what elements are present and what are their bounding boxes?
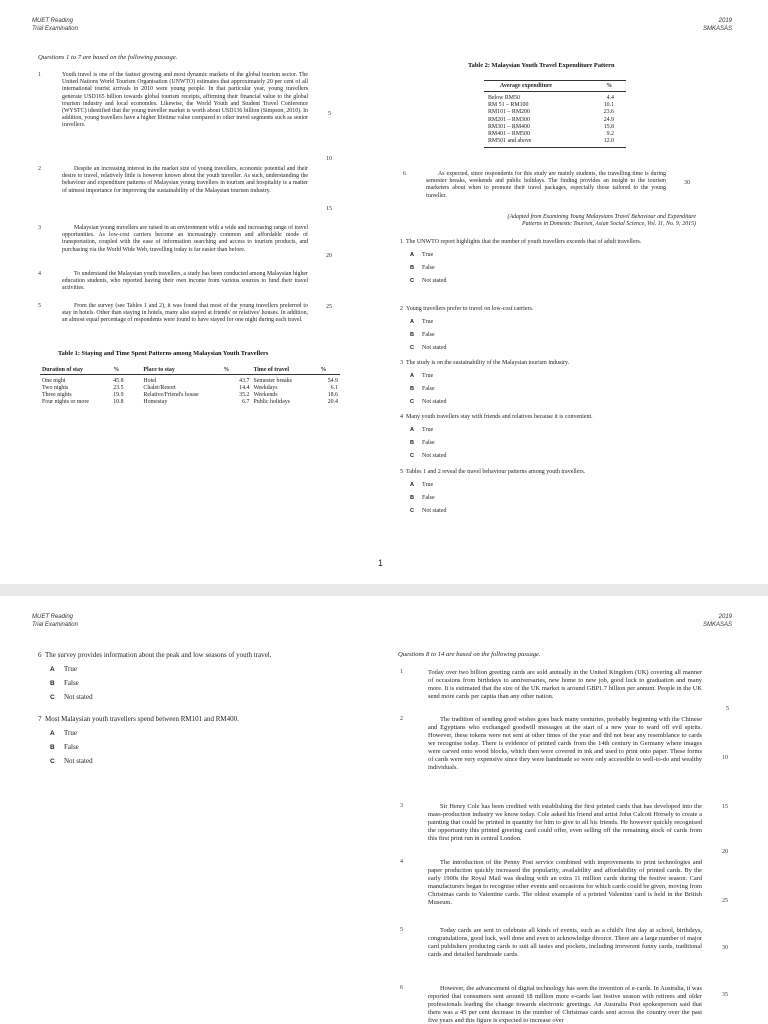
answer-option[interactable]: [400, 495, 696, 503]
question-number: 1: [400, 239, 403, 245]
table-cell: Public holidays: [253, 399, 290, 405]
line-number: 10: [722, 755, 728, 761]
table-cell: RM401 – RM500: [488, 131, 530, 138]
option-text: True: [422, 373, 434, 379]
answer-option[interactable]: [38, 693, 358, 702]
passage-paragraph: However, the advancement of digital technology has seen the invention of e-cards. In Australia, it was reported that consumers sent around 18 million more e-cards last festive season with retirees and older professionals leading the change towards electronic greetings. An Australia Post spokesperson said that there was a 45 per cent decrease in the number of Christmas cards sent across the country over the past five years and this figure is expected to increase over: [428, 985, 702, 1024]
table-cell: RM201 – RM300: [488, 116, 530, 123]
header-subject: MUET Reading: [32, 614, 74, 620]
table-row: [40, 392, 340, 399]
table-cell: 20.4: [327, 399, 338, 405]
line-number: 15: [722, 804, 728, 810]
source-line: Patterns in Domestic Tourism, Asian Social Science, Vol. 11, No. 9; 2015): [522, 221, 696, 227]
answer-option[interactable]: [400, 319, 696, 327]
option-letter: B: [410, 332, 415, 338]
option-letter: B: [410, 265, 415, 271]
option-letter: A: [410, 252, 415, 258]
question-number: 4: [400, 414, 403, 420]
question-6: [38, 651, 358, 702]
page-header-left: [32, 18, 78, 33]
option-letter: A: [410, 427, 415, 433]
line-number: 5: [726, 706, 729, 712]
option-letter: C: [410, 345, 415, 351]
answer-option[interactable]: [400, 252, 696, 260]
passage-paragraph: Today over two billion greeting cards are sold annually in the United Kingdom (UK) covering all manner of occasions from birthdays to anniversaries, new home to new job, good luck to graduation and many more. It is estimated that the size of the UK market is around GBP1.7 billion per annum. People in the UK send more cards per capita than any other nation.: [428, 669, 702, 700]
table-cell: 10.1: [603, 102, 614, 109]
line-number: 30: [684, 180, 690, 186]
line-number: 20: [722, 849, 728, 855]
question-stem: [400, 414, 696, 422]
line-number: 25: [326, 304, 332, 310]
table-header-row: [40, 366, 340, 375]
table-header-row: [484, 81, 626, 92]
paragraph-number: 1: [38, 72, 41, 78]
answer-option[interactable]: [400, 399, 696, 407]
answer-option[interactable]: [400, 427, 696, 435]
passage-paragraph: Sir Henry Cole has been credited with establishing the first printed cards that has developed into the mass-production industry we know today. Cole asked his friend and artist John Calcott Horsely to create a painting that could be printed in quantity for him to give to all his friends. He however quickly recognised the opportunity this printed greeting card could offer, even selling off the remaining stock of cards from this first print run in central London.: [428, 803, 702, 842]
table-header-cell: %: [590, 81, 626, 92]
table-row: [484, 117, 626, 124]
answer-option[interactable]: [400, 373, 696, 381]
option-letter: C: [50, 694, 55, 701]
answer-option[interactable]: [400, 278, 696, 286]
paragraph-number: 2: [400, 716, 403, 722]
table-header-cell: %: [221, 366, 251, 375]
table-cell: 4.4: [606, 95, 614, 101]
option-letter: B: [50, 744, 55, 751]
question-text: Many youth travellers stay with friends and relatives because it is convenient.: [406, 414, 593, 420]
passage-intro: Questions 1 to 7 are based on the following passage.: [38, 54, 178, 61]
table-cell: 43.7: [239, 378, 250, 384]
question-5: [400, 469, 696, 516]
paragraph-number: 3: [400, 803, 403, 809]
answer-option[interactable]: [400, 453, 696, 461]
option-text: True: [64, 665, 77, 673]
table-row: [484, 131, 626, 138]
paragraph-number: 6: [403, 171, 406, 177]
option-text: Not stated: [64, 757, 93, 765]
question-number: 7: [38, 715, 42, 723]
passage-paragraph: The introduction of the Penny Post service combined with improvements to print technologies and paper production quickly increased the popularity, availability and affordability of printed cards. By the early 1900s the Royal Mail was dealing with an extra 11 million cards during the festive season. Card manufacturers began to recognise other events and occasions for which cards could be given, moving from Christmas cards to Valentine cards. The oldest example of a printed Valentine card is held in the British Museum.: [428, 859, 702, 906]
table-cell: Three nights: [42, 392, 72, 398]
table-cell: Relative/Friend's house: [143, 392, 199, 398]
question-text: Tables 1 and 2 reveal the travel behaviour patterns among youth travellers.: [406, 469, 586, 475]
header-subject: MUET Reading: [32, 18, 74, 24]
option-letter: B: [410, 440, 415, 446]
page-header-right: [703, 614, 732, 629]
table-row: [40, 385, 340, 392]
option-text: True: [422, 319, 434, 325]
answer-option[interactable]: [400, 508, 696, 516]
option-letter: C: [410, 453, 415, 459]
table-header-cell: %: [111, 366, 141, 375]
table-header-cell: %: [318, 366, 340, 375]
table-cell: Weekends: [253, 392, 278, 398]
answer-option[interactable]: [38, 679, 358, 688]
page-header-right: [703, 18, 732, 33]
page-number: 1: [378, 558, 384, 568]
answer-option[interactable]: [400, 265, 696, 273]
paragraph-number: 5: [38, 303, 41, 309]
option-text: Not stated: [64, 693, 93, 701]
table-cell: 9.2: [606, 131, 614, 138]
question-text: Most Malaysian youth travellers spend between RM101 and RM400.: [45, 715, 239, 723]
table-cell: RM301 – RM400: [488, 123, 530, 130]
option-text: False: [64, 679, 79, 687]
table-row: [484, 92, 626, 103]
question-number: 5: [400, 469, 403, 475]
answer-option[interactable]: [38, 743, 358, 752]
line-number: 35: [722, 992, 728, 998]
table-cell: Four nights or more: [42, 399, 89, 405]
table-2: [484, 80, 626, 148]
option-text: False: [422, 265, 435, 271]
table-cell: Weekdays: [253, 385, 278, 391]
passage-paragraph: From the survey (see Tables 1 and 2), it was found that most of the young travellers preferred to stay in hotels. Other than staying in hotels, many also stayed at friends' or relatives' houses. In addition, an almost equal percentage of respondents were found to have stayed for one night during each travel.: [62, 303, 308, 324]
table-row: [40, 375, 340, 386]
passage-paragraph: Malaysian young travellers are raised in an environment with a wide and increasing range of travel opportunities. As low-cost carriers become an increasingly common and affordable mode of transportation, coupled with the ease of information searching and access to tourism products, and purchasing via the World Wide Web, travelling today is far easier than before.: [62, 225, 308, 253]
table-cell: 18.6: [327, 392, 338, 398]
passage-paragraph: The tradition of sending good wishes goes back many centuries, probably beginning with the Chinese and Egyptians who exchanged goodwill messages at the start of a new year to ward off evil spirits. However, these tokens were not sent at other times of the year and did not bear any resemblance to cards we recognise today. There is evidence of printed cards from the 14th century in Germany where images were carved onto wood blocks, which then were covered in ink and used to print onto paper. These forms of cards were very expensive since they were handmade so were only accessible to well-to-do and wealthy individuals.: [428, 716, 702, 771]
table-cell: Semester breaks: [253, 378, 292, 384]
question-2: [400, 306, 696, 353]
question-3: [400, 360, 696, 407]
table-cell: Hotel: [143, 378, 157, 384]
passage-paragraph: To understand the Malaysian youth travellers, a study has been conducted among Malaysian higher education students, who reported having their own income from various sources to fund their travel activities.: [62, 271, 308, 292]
table-1-title: Table 1: Staying and Time Spent Patterns among Malaysian Youth Travellers: [58, 350, 269, 357]
header-school: SMKASAS: [702, 621, 732, 628]
option-text: True: [64, 729, 77, 737]
table-1: [40, 366, 340, 406]
answer-option[interactable]: [400, 332, 696, 340]
option-text: False: [422, 332, 435, 338]
answer-option[interactable]: [38, 757, 358, 766]
header-school: SMKASAS: [702, 25, 732, 32]
table-cell: Homestay: [143, 399, 168, 405]
table-cell: Below RM50: [488, 95, 520, 101]
question-stem: [400, 360, 696, 368]
option-letter: C: [410, 508, 415, 514]
line-number: 5: [328, 111, 331, 117]
option-text: False: [422, 440, 435, 446]
table-cell: 14.4: [239, 385, 250, 391]
option-letter: B: [410, 386, 415, 392]
paragraph-number: 5: [400, 927, 403, 933]
question-number: 6: [38, 651, 42, 659]
passage-paragraph: Today cards are sent to celebrate all kinds of events, such as a child's first day at school, birthdays, congratulations, good luck, well done and even to acknowledge divorce. There are a large number of major card publishers producing cards to suit all tastes and pockets, including irreverent funny cards, traditional cards and detailed handmade cards.: [428, 927, 702, 958]
question-stem: [38, 651, 358, 660]
answer-option[interactable]: [400, 386, 696, 394]
line-number: 10: [326, 156, 332, 162]
question-number: 2: [400, 306, 403, 312]
table-cell: 45.8: [113, 378, 124, 384]
table-cell: 19.9: [113, 392, 124, 398]
passage-intro: Questions 8 to 14 are based on the following passage.: [398, 651, 541, 658]
question-7: [38, 715, 358, 766]
option-text: Not stated: [422, 508, 447, 514]
table-cell: 6.7: [242, 399, 250, 405]
exam-page-2: [0, 596, 768, 1024]
table-row: [484, 124, 626, 131]
option-text: True: [422, 482, 434, 488]
option-letter: B: [410, 495, 415, 501]
table-cell: 12.0: [590, 138, 626, 148]
table-header-cell: Time of travel: [251, 366, 318, 375]
paragraph-number: 1: [400, 669, 403, 675]
paragraph-number: 4: [400, 859, 403, 865]
option-text: False: [64, 743, 79, 751]
table-row: [484, 109, 626, 116]
line-number: 20: [326, 253, 332, 259]
table-cell: 6.1: [330, 385, 338, 391]
header-exam-type: Trial Examination: [32, 25, 78, 32]
source-citation: [408, 214, 696, 228]
option-letter: C: [410, 278, 415, 284]
option-text: False: [422, 495, 435, 501]
paragraph-number: 6: [400, 985, 403, 991]
paragraph-number: 3: [38, 225, 41, 231]
table-cell: 10.8: [113, 399, 124, 405]
passage-paragraph: Youth travel is one of the fastest growing and most dynamic markets of the global tourism sector. The United Nations World Tourism Organisation (UNWTO) estimates that approximately 20 per cent of all international tourist arrivals in 2010 were young people. In that particular year, young travellers generate USD165 billion towards global tourism receipts, affirming their financial value to the global tourism industry and local economies. Likewise, the World Youth and Student Travel Conference (WYSTC) identified that the young traveller market is worth about USD136 billion (Simpson, 2010). In addition, young travellers have a higher lifetime value compared to other travel segments such as senior travellers.: [62, 72, 308, 129]
option-text: Not stated: [422, 345, 447, 351]
header-year: 2019: [718, 614, 732, 620]
question-text: The UNWTO report highlights that the number of youth travellers exceeds that of adult travellers.: [406, 239, 642, 245]
option-letter: C: [410, 399, 415, 405]
question-1: [400, 239, 696, 286]
passage-paragraph: As expected, since respondents for this study are mainly students, the travelling time is during semester breaks, weekends and public holidays. The finding provides an insight to the tourism marketers about when to promote their travel packages, especially those tailored to the young traveller.: [426, 171, 666, 199]
answer-option[interactable]: [400, 345, 696, 353]
option-text: Not stated: [422, 399, 447, 405]
option-text: True: [422, 252, 434, 258]
paragraph-number: 2: [38, 166, 41, 172]
answer-option[interactable]: [38, 665, 358, 674]
option-letter: B: [50, 680, 55, 687]
question-stem: [400, 306, 696, 314]
table-row: [484, 102, 626, 109]
question-number: 3: [400, 360, 403, 366]
table-cell: 54.9: [327, 378, 338, 384]
question-text: The survey provides information about the peak and low seasons of youth travel.: [45, 651, 272, 659]
table-2-title: Table 2: Malaysian Youth Travel Expenditure Pattern: [468, 62, 615, 69]
question-stem: [400, 469, 696, 477]
table-cell: 15.8: [603, 123, 614, 130]
table-cell: 35.2: [239, 392, 250, 398]
option-text: True: [422, 427, 434, 433]
answer-option[interactable]: [400, 440, 696, 448]
question-text: The study is on the sustainability of the Malaysian tourism industry.: [406, 360, 570, 366]
option-letter: A: [410, 482, 415, 488]
option-text: Not stated: [422, 453, 447, 459]
paragraph-number: 4: [38, 271, 41, 277]
line-number: 30: [722, 945, 728, 951]
question-stem: [38, 715, 358, 724]
table-cell: RM501 and above: [484, 138, 590, 148]
header-year: 2019: [718, 18, 732, 24]
table-cell: 23.6: [603, 109, 614, 116]
table-row: [40, 399, 340, 406]
answer-option[interactable]: [38, 729, 358, 738]
answer-option[interactable]: [400, 482, 696, 490]
table-header-cell: Duration of stay: [40, 366, 111, 375]
table-cell: Chalet/Resort: [143, 385, 176, 391]
option-letter: A: [410, 373, 415, 379]
option-letter: C: [50, 758, 55, 765]
table-header-cell: Place to stay: [141, 366, 221, 375]
option-letter: A: [50, 730, 55, 737]
option-letter: A: [50, 666, 55, 673]
option-letter: A: [410, 319, 415, 325]
line-number: 15: [326, 206, 332, 212]
header-exam-type: Trial Examination: [32, 621, 78, 628]
table-header-cell: Average expenditure: [484, 81, 590, 92]
table-cell: 24.9: [603, 116, 614, 123]
source-line: (Adapted from Examining Young Malaysians Travel Behaviour and Expenditure: [507, 214, 696, 220]
page-header-left: [32, 614, 78, 629]
table-cell: RM 51 – RM100: [488, 102, 529, 109]
option-text: False: [422, 386, 435, 392]
question-text: Young travellers prefer to travel on low-cost carriers.: [406, 306, 534, 312]
question-4: [400, 414, 696, 461]
table-row: [484, 138, 626, 148]
option-text: Not stated: [422, 278, 447, 284]
line-number: 25: [722, 898, 728, 904]
passage-paragraph: Despite an increasing interest in the market size of young travellers, economic potential and their desire to travel, relatively little is however known about the youth traveller. As such, understanding the behaviour and expenditure patterns of Malaysian young travellers in tourism and hospitality is a matter of utmost importance for improving the sustainability of the Malaysian tourism industry.: [62, 166, 308, 194]
table-cell: RM101 – RM200: [488, 109, 530, 116]
table-cell: Two nights: [42, 385, 69, 391]
question-stem: [400, 239, 696, 247]
table-cell: 23.5: [113, 385, 124, 391]
table-cell: One night: [42, 378, 66, 384]
